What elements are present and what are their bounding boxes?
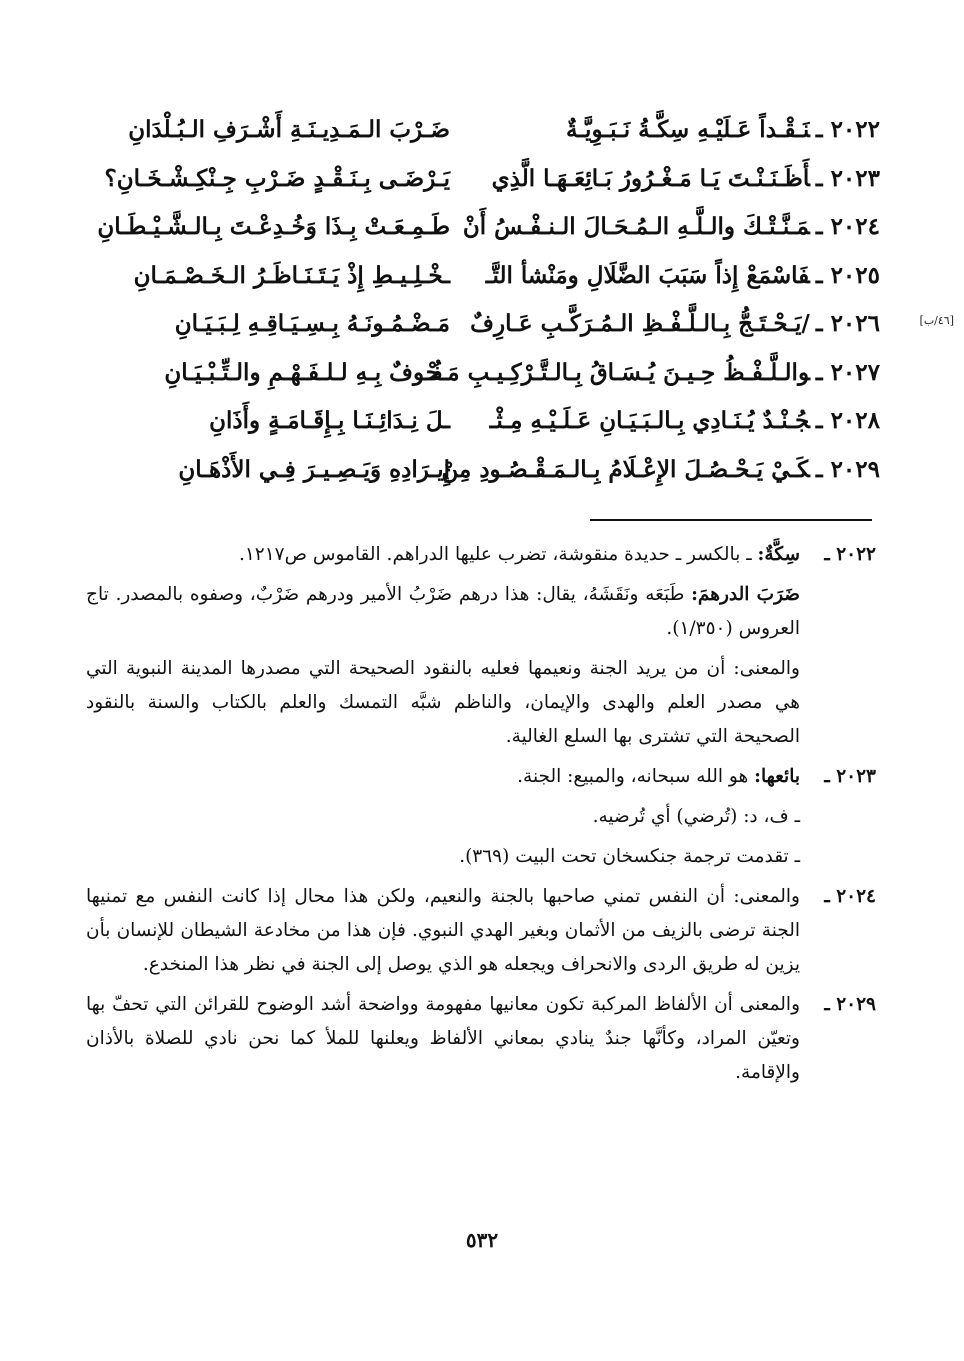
verse-first-hemistich (480, 157, 880, 201)
verse-line (74, 157, 880, 206)
footnote (86, 538, 876, 754)
verse-line (74, 205, 880, 254)
verse-number: ٢٠٢٢ ـ (815, 116, 880, 143)
footnote-number: ٢٠٢٩ ـ (824, 994, 876, 1015)
verse-second-hemistich: ضَـرْبَ الـمَـدِيـنَـةِ أَشْـرَفِ الـبُـلْدَانِ (128, 116, 450, 143)
verse-first-hemistich (470, 302, 880, 346)
footnote-paragraph (86, 760, 800, 794)
footnote (86, 880, 876, 982)
verse-line (74, 351, 880, 400)
verse-first-hemistich (480, 254, 880, 298)
verse-second-hemistich: مَـضْـمُـونَـهُ بِـسِـيَـاقِـهِ لِـبَـيَـانِ (174, 310, 450, 337)
verse-first-text: /يَـحْـتَـجُّ بِـالـلَّـفْـظِ الـمُـرَكَّـبِ عَـارِفٌ (470, 310, 810, 337)
manuscript-folio-marker: [٤٦/ب] (919, 314, 954, 327)
verse-first-text: نَـقْـداً عَـلَيْـهِ سِكَّـةُ نَـبَـوِيَّـةٌ (565, 116, 810, 143)
verse-second-hemistich: ـخْـلِـيـطِ إِذْ يَـتَـنَـاظَـرُ الـخَـصْـمَـانِ (133, 261, 450, 289)
verse-first-text: فَاسْمَعْ إِذاً سَبَبَ الضَّلَالِ ومَنْشأ التَّـ (485, 261, 810, 289)
footnote-number: ٢٠٢٣ ـ (824, 766, 876, 787)
verse-first-hemistich (480, 399, 880, 443)
footnote-text: ـ تقدمت ترجمة جنكسخان تحت البيت (٣٦٩). (459, 846, 800, 867)
verse-second-hemistich: ـلَ نِـدَائِـنَـا بِـإِقَـامَـةٍ وأَذَانِ (209, 407, 450, 434)
verse-first-hemistich (480, 108, 880, 152)
footnote-term: ضَرَبَ الدرهمَ: (691, 584, 800, 605)
footnote-paragraph (86, 988, 800, 1090)
verse-first-text: كَـيْ يَـحْـصُـلَ الإِعْـلَامُ بِـالـمَـقْـصُـودِ مِنْ (441, 455, 810, 483)
verse-number: ٢٠٢٨ ـ (815, 407, 880, 434)
verse-first-hemistich (441, 448, 880, 492)
footnote (86, 760, 876, 874)
footnote-term: سِكَّةٌ: (757, 544, 800, 565)
verse-second-hemistich: طَـمِـعَـتْ بِـذَا وَخُـدِعْـتَ بِـالـشَّـيْـطَـانِ (97, 213, 450, 240)
footnote-number: ٢٠٢٢ ـ (824, 544, 876, 565)
verse-first-text: مَـنَّـتْـكَ والـلَّـهِ الـمُـحَـالَ الـنـفْـسُ أَنْ (462, 213, 810, 240)
verse-second-hemistich: ـفُـوفٌ بِـهِ لـلـفَـهْـمِ والـتِّـبْـيَـانِ (164, 358, 450, 386)
footnote-divider (590, 519, 872, 521)
footnote-text: والمعنى: أن من يريد الجنة ونعيمها فعليه بالنقود الصحيحة التي مصدرها المدينة النبوية التي هي مصدر العلم والهدى والإيمان، والناظم شبَّه التمسك والعلم بالكتاب والسنة بالنقود الصحيحة التي تشترى بها السلع الغالية. (86, 658, 800, 747)
footnote-paragraph (86, 800, 800, 834)
verse-line (74, 254, 880, 303)
verse-first-text: أَظَـنَـنْـتَ يَـا مَـغْـرُورُ بَـائِعَـهَـا الَّذِي (491, 164, 810, 192)
footnote-paragraph (86, 538, 800, 572)
verse-line (74, 399, 880, 448)
footnote (86, 988, 876, 1090)
verse-line (74, 108, 880, 157)
verse-line (74, 448, 880, 497)
footnote-term: بائعها: (754, 766, 800, 787)
footnote-paragraph (86, 578, 800, 646)
footnote-paragraph (86, 840, 800, 874)
footnote-text: والمعنى أن الألفاظ المركبة تكون معانيها مفهومة وواضحة أشد الوضوح للقرائن التي تحفّ بها وتعيّن المراد، وكأنَّها جندٌ ينادي بمعاني الألفاظ ويعلنها للملأ كما نحن نادي للصلاة بالأذان والإقامة. (86, 994, 800, 1083)
verse-number: ٢٠٢٣ ـ (815, 164, 880, 192)
verse-first-hemistich (418, 351, 880, 395)
footnote-paragraph (86, 652, 800, 754)
verse-number: ٢٠٢٩ ـ (815, 455, 880, 483)
verse-number: ٢٠٢٥ ـ (815, 261, 880, 289)
footnote-number: ٢٠٢٤ ـ (824, 886, 876, 907)
verse-block (74, 108, 954, 496)
footnote-text: ـ بالكسر ـ حديدة منقوشة، تضرب عليها الدراهم. القاموس ص١٢١٧. (238, 544, 758, 565)
verse-first-text: جُـنْـدٌ يُـنَـادِي بِـالـبَـيَـانِ عَـلَـيْـهِ مِـثْـ (489, 407, 810, 434)
verse-first-hemistich (462, 205, 880, 249)
verse-number: ٢٠٢٤ ـ (815, 213, 880, 240)
footnote-text: طَبَعَه ونَقَشَهُ، يقال: هذا درهم ضَرْبُ الأمير ودرهم ضَرْبٌ، وصفوه بالمصدر. تاج العروس (١/٣٥٠). (86, 584, 800, 639)
verse-number: ٢٠٢٦ ـ (815, 310, 880, 337)
footnote-paragraph (86, 880, 800, 982)
verse-line (74, 302, 954, 351)
page-number: ٥٣٢ (465, 1228, 499, 1252)
verse-second-hemistich: إِيـرَادِهِ وَيَـصِـيـرَ فِـي الأَذْهَـانِ (178, 455, 450, 483)
footnote-text: والمعنى: أن النفس تمني صاحبها بالجنة والنعيم، ولكن هذا محال إذا كانت النفس مع تمنيها الجنة ترضى بالزيف من الأثمان وبغير الهدي النبوي. فإن هذا من مخادعة الشيطان للإنسان بأن يزين له طريق الردى والانحراف ويجعله هو الذي يوصل إلى الجنة في نظر هذا المنخدع. (86, 886, 800, 975)
verse-number: ٢٠٢٧ ـ (815, 358, 880, 386)
footnote-text: هو الله سبحانه، والمبيع: الجنة. (517, 766, 755, 787)
verse-first-text: والـلَّـفْـظُ حِـيـنَ يُـسَـاقُ بِـالـتَّـرْكِـيـبِ مَـحْـ (418, 358, 810, 386)
footnotes (86, 538, 876, 1096)
footnote-text: ـ ف، د: (تُرضي) أي تُرضيه. (592, 806, 800, 827)
verse-second-hemistich: يَـرْضَـى بِـنَـقْـدٍ ضَـرْبِ جِـنْكِـشْـخَـانِ؟ (104, 164, 450, 192)
